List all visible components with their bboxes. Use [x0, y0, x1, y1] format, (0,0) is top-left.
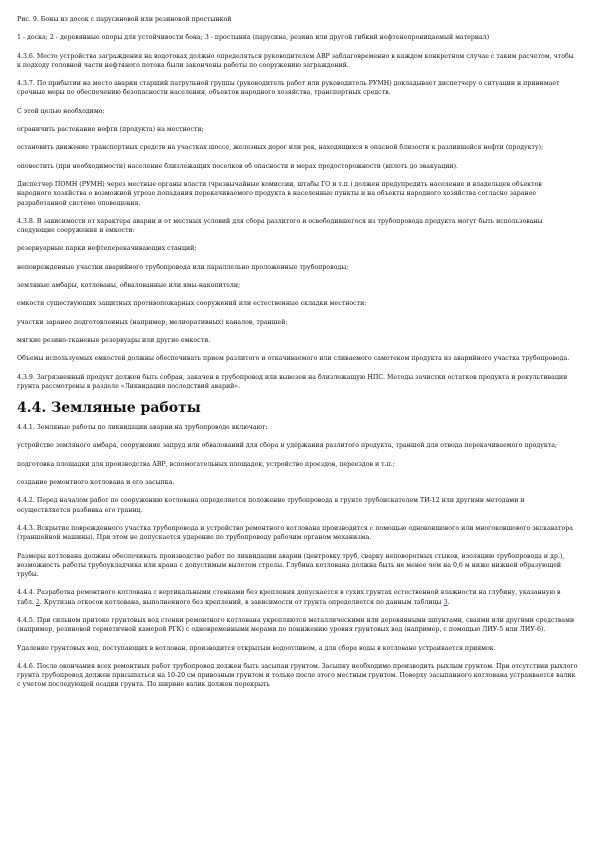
paragraph: 4.3.7. По прибытии на место аварии старший патрульной группы (руководитель работ или руководитель РУМН) докладывает диспетчеру о ситуации и принимает срочные меры по обеспечению безопасности населения, объектов народного хозяйства, транспортных средств.: [17, 80, 560, 97]
paragraph: создание ремонтного котлована и его засыпка.: [17, 479, 175, 487]
paragraph: 4.3.6. Место устройства заграждения на водотоках должно определяться руководителем АВР заблаговременно в каждом конкретном случае с таким расчетом, чтобы к подходу головной части нефтяного потока были закончены работы по сооружению заграждений.: [17, 52, 574, 69]
paragraph: Диспетчер ПОМН (РУМН) через местные органы власти (чрезвычайные комиссии, штабы ГО и т.п.) должен предупредить население и владельцев объектов народного хозяйства о возможной угрозе попадания перекачиваемого продукта в населенные пункты и на объекты народного хозяйства согласно заранее разработанной системе оповещения.: [17, 180, 542, 207]
paragraph: 4.4.3. Вскрытие поврежденного участка трубопровода и устройство ремонтного котлована производится с помощью одноковшового или многоковшового экскаватора (траншейной машины). При этом не допускается ударение по трубопроводу рабочим органом механизма.: [17, 524, 573, 542]
paragraph: участки заранее подготовленных (например, мелиоративных) каналов, траншей;: [17, 318, 288, 326]
paragraph: оповестить (при необходимости) население близлежащих поселков об опасности и мерах предосторожности (вплоть до эвакуации).: [17, 162, 459, 170]
paragraph-text: 4.4.4. Разработка ремонтного котлована с вертикальными стенками без крепления допускается в сухих грунтах естественной влажности на глубину, указанную в табл.: [17, 589, 561, 606]
paragraph: 4.3.8. В зависимости от характера аварии и от местных условий для сбора разлитого и освободившегося из трубопровода продукта могут быть использованы следующие сооружения и емкости:: [17, 217, 543, 235]
paragraph-4-4-4: [17, 588, 578, 607]
paragraph-text: . Крутизна откосов котлована, выполненного без креплений, в зависимости от грунта определяется по данным таблицы: [39, 598, 444, 606]
paragraph: 1 - доска; 2 - деревянные опоры для устойчивости бона; 3 - простынка (парусина, резина или другой гибкий нефтенепроницаемый материал): [17, 34, 490, 42]
table-2-link[interactable]: 2: [35, 598, 40, 606]
paragraph: Рис. 9. Боны из досок с парусиновой или резиновой простынкой: [17, 16, 232, 23]
section-heading: 4.4. Земляные работы: [17, 400, 201, 417]
paragraph: Размеры котлована должны обеспечивать производство работ по ликвидации аварии (центровку труб, сварку неповоротных стыков, изоляцию трубопровода и др.), возможность работы трубоукладчика или крана с допустимым вылетом стрелы. Глубина котлована должна быть не менее чем на 0,6 м ниже нижней образующей трубы.: [17, 552, 565, 579]
paragraph: подготовка площадки для производства АВР, вспомогательных площадок, устройство проездов, переездов и т.п.;: [17, 460, 395, 468]
paragraph: 4.4.6. После окончания всех ремонтных работ трубопровод должен быть засыпан грунтом. Засыпку необходимо производить рыхлым грунтом. При отсутствии рыхлого грунта трубопровод должен присыпаться на 10-20 см привозным грунтом и только после этого местным грунтом. Поверху засыпанного котлована устраивается валик с учетом последующей осадки грунта. По ширине валик должен перекрыть: [17, 662, 578, 689]
paragraph: 4.3.9. Загрязненный продукт должен быть собран, закачен в трубопровод или вывезен на близлежащую НПС. Методы зачистки остатков продукта и рекультивации грунта рассмотрены в разделе «Ликвидация последствий аварий».: [17, 373, 568, 390]
bottom-section: [17, 423, 578, 579]
paragraph: остановить движение транспортных средств на участках шоссе, железных дорог или рек, находящихся в опасной близости к разлившейся нефти (продукту);: [17, 144, 544, 152]
paragraph: С этой целью необходимо:: [17, 107, 105, 115]
paragraph: Объемы используемых емкостей должны обеспечивать прием разлитого и откачиваемого или сливаемого самотеком продукта из аварийного участка трубопровода.: [17, 355, 570, 363]
paragraph: емкости существующих защитных противопожарных сооружений или естественные складки местности;: [17, 300, 367, 308]
end-section: [17, 616, 578, 690]
table-3-link[interactable]: 3: [443, 598, 448, 606]
paragraph: Удаление грунтовых вод, поступающих в котлован, производится открытым водоотливом, а для сбора воды в котловане устраивается приямок.: [17, 644, 496, 652]
paragraph-text: .: [447, 598, 450, 606]
paragraph: 4.4.1. Земляные работы по ликвидации аварии на трубопроводе включают:: [17, 424, 268, 432]
top-section: [17, 15, 578, 391]
paragraph: земляные амбары, котлованы, обвалованные или ямы-накопители;: [17, 282, 241, 290]
paragraph: ограничить растекание нефти (продукта) на местности;: [17, 126, 204, 134]
paragraph: 4.4.5. При сильном притоке грунтовых вод стенки ремонтного котлована укрепляются металлическими или деревянными шпунтами, сваями или другими средствами (например, резиновой герметичной камерой РГК) с одновременными мерами по понижению уровня грунтовых вод (например, с помощью ЛИУ-5 или ЛИУ-6).: [17, 616, 575, 634]
paragraph: неповрежденные участки аварийного трубопровода или параллельно проложенные трубопроводы;: [17, 263, 349, 271]
paragraph: мягкие резино-тканевые резервуары или другие емкости.: [17, 336, 211, 344]
paragraph: резервуарные парки нефтеперекачивающих станций;: [17, 245, 197, 253]
paragraph: 4.4.2. Перед началом работ по сооружению котлована определяется положение трубопровода в грунте трубоискателем ТИ-12 или другими методами и осуществляется разбивка его границ.: [17, 497, 525, 514]
paragraph: устройство земляного амбара, сооружение запруд или обвалований для сбора и удержания разлитого продукта, траншей для отвода перекачиваемого продукта;: [17, 442, 558, 450]
